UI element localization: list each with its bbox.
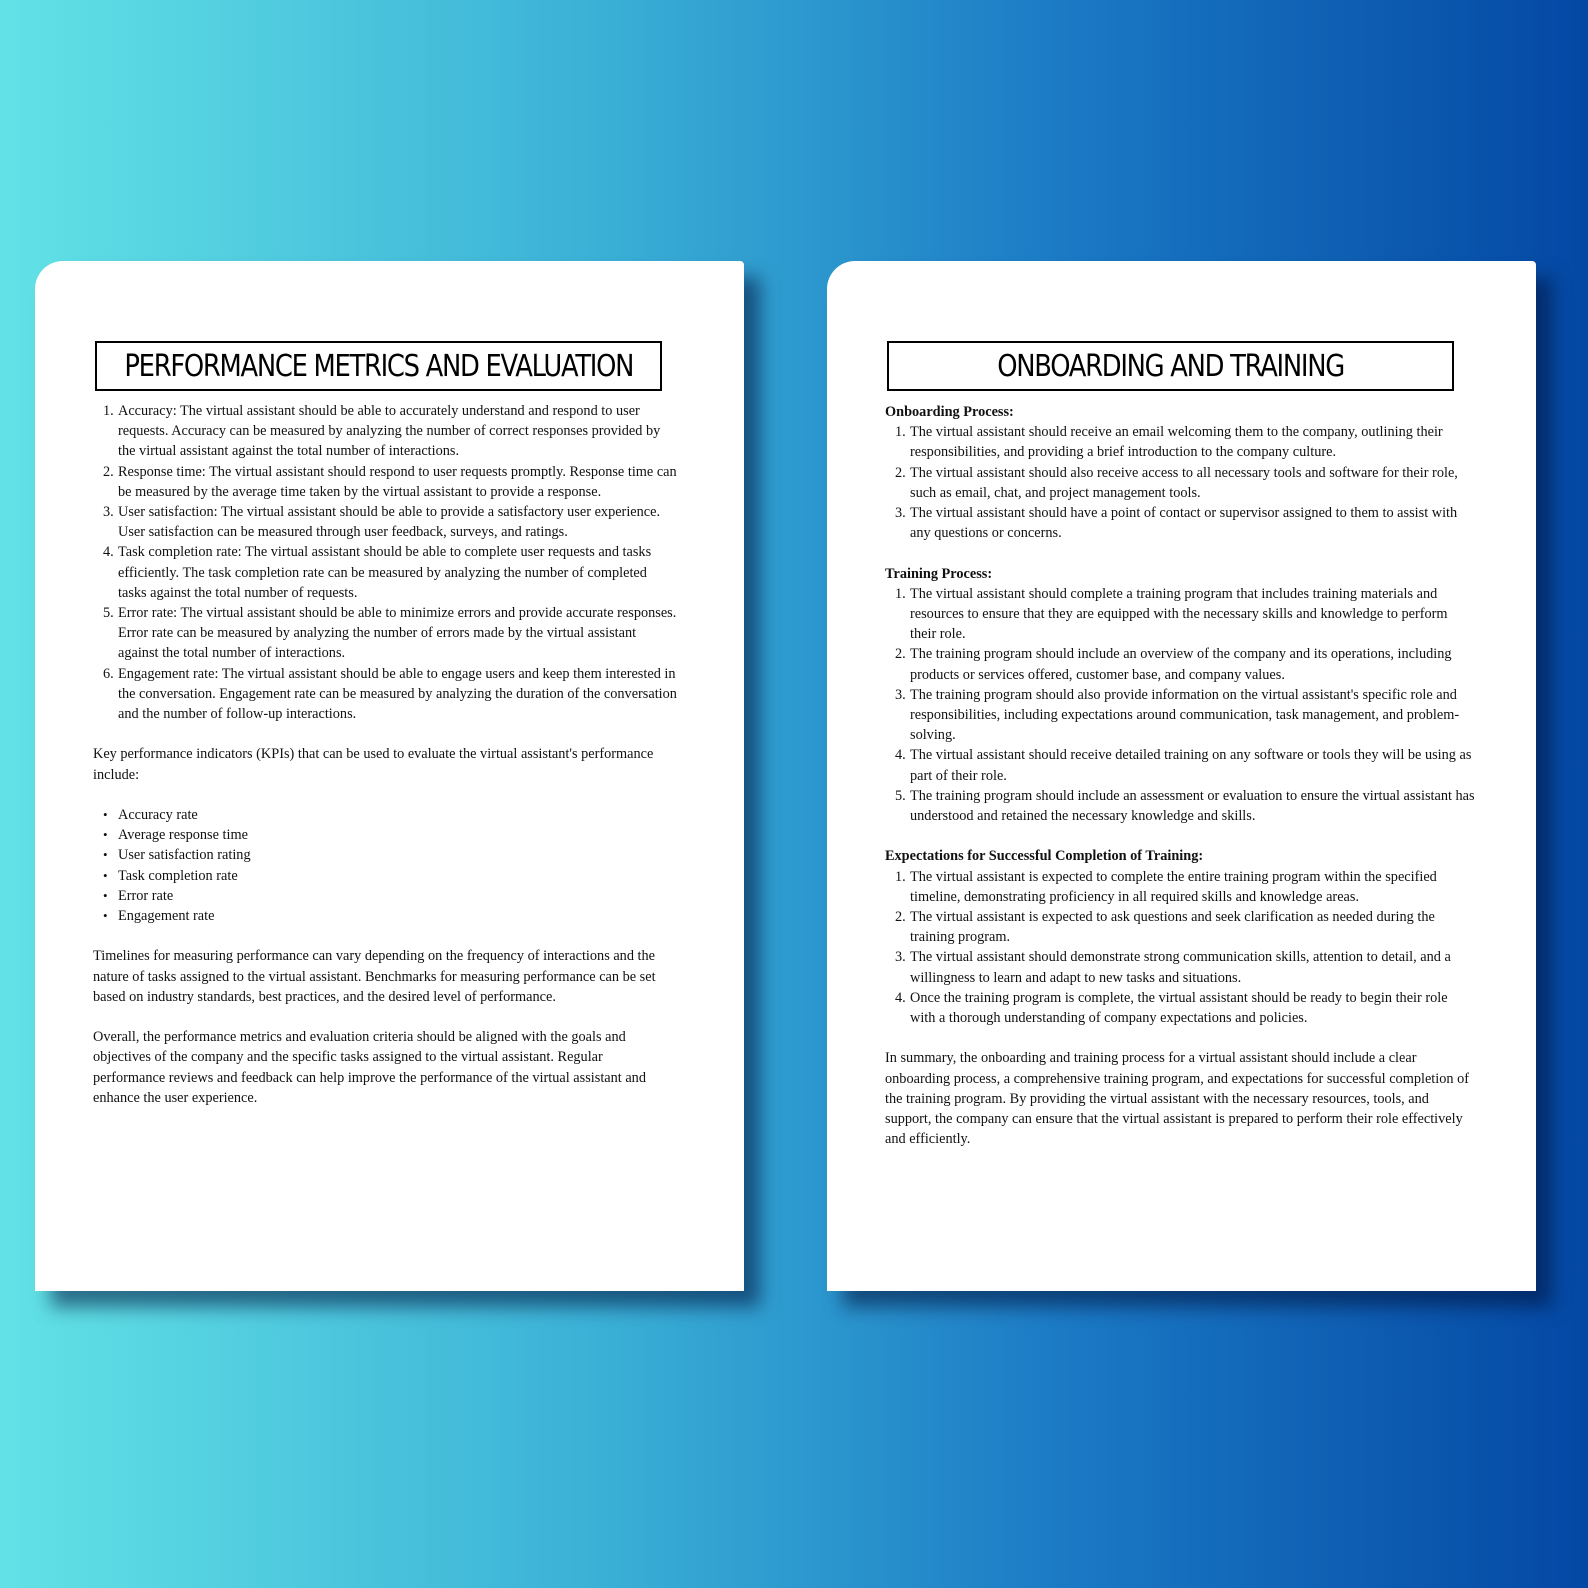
kpi-intro: Key performance indicators (KPIs) that can be used to evaluate the virtual assistant's performance include: [93, 746, 654, 783]
timelines-paragraph: Timelines for measuring performance can vary depending on the frequency of interactions and the nature of tasks assigned to the virtual assistant. Benchmarks for measuring performance can be set based on industry standards, best practices, and the desired level of performance. [93, 948, 656, 1005]
kpi-item: • Error rate [93, 886, 677, 906]
kpi-item: • Accuracy rate [93, 805, 677, 825]
expectation-item: 4. Once the training program is complete, the virtual assistant should be ready to begin their role with a thorough understanding of company expectations and policies. [895, 989, 1448, 1027]
onboarding-heading: Onboarding Process: [885, 404, 1014, 420]
expectation-item: 2. The virtual assistant is expected to ask questions and seek clarification as needed during the training program. [895, 909, 1435, 946]
kpi-list [93, 805, 677, 926]
kpi-item: • Average response time [93, 825, 677, 845]
metric-item: 2. Response time: The virtual assistant should respond to user requests promptly. Response time can be measured by the average time taken by the virtual assistant to provide a response. [103, 463, 677, 500]
expectation-item: 3. The virtual assistant should demonstrate strong communication skills, attention to detail, and a willingness to learn and adapt to new tasks and situations. [895, 949, 1451, 986]
kpi-item: • Task completion rate [93, 866, 677, 886]
metric-item: 1. Accuracy: The virtual assistant should be able to accurately understand and respond to user requests. Accuracy can be measured by analyzing the number of correct responses provided by the virtual assistant against the total number of interactions. [103, 403, 661, 460]
training-item: 5. The training program should include an assessment or evaluation to ensure the virtual assistant has understood and retained the necessary knowledge and skills. [895, 787, 1475, 825]
expectations-heading: Expectations for Successful Completion of Training: [885, 848, 1204, 865]
training-heading: Training Process: [885, 565, 993, 582]
page-title-box [887, 341, 1454, 391]
page-body [885, 402, 1475, 1149]
metric-item: 4. Task completion rate: The virtual assistant should be able to complete user requests and tasks efficiently. The task completion rate can be measured by analyzing the number of completed tasks against the total number of requests. [103, 544, 652, 601]
document-page-onboarding [827, 261, 1536, 1291]
document-page-performance [35, 261, 744, 1291]
training-item: 2. The training program should include an overview of the company and its operations, including products or services offered, customer base, and company values. [895, 646, 1452, 683]
training-list [885, 584, 1475, 826]
onboarding-list [885, 422, 1475, 543]
training-item: 1. The virtual assistant should complete a training program that includes training materials and resources to ensure that they are equipped with the necessary skills and knowledge to perform their role. [895, 585, 1448, 643]
metric-item: 5. Error rate: The virtual assistant should be able to minimize errors and provide accurate responses. Error rate can be measured by analyzing the number of errors made by the virtual assistant against the total number of interactions. [103, 605, 677, 662]
metrics-list [93, 401, 677, 724]
onboarding-item: 3. The virtual assistant should have a point of contact or supervisor assigned to them to assist with any questions or concerns. [895, 505, 1458, 542]
expectations-list [885, 867, 1475, 1029]
expectation-item: 1. The virtual assistant is expected to complete the entire training program within the specified timeline, demonstrating proficiency in all required skills and knowledge areas. [895, 868, 1437, 905]
overall-paragraph: Overall, the performance metrics and evaluation criteria should be aligned with the goals and objectives of the company and the specific tasks assigned to the virtual assistant. Regular performance reviews and feedback can help improve the performance of the virtual assistant and enhance the user experience. [93, 1029, 646, 1106]
kpi-item: • User satisfaction rating [93, 845, 677, 865]
page-title: PERFORMANCE METRICS AND EVALUATION [124, 348, 633, 384]
page-title-box [95, 341, 662, 391]
kpi-item: • Engagement rate [93, 906, 677, 926]
training-item: 4. The virtual assistant should receive detailed training on any software or tools they will be using as part of their role. [895, 747, 1472, 784]
page-title: ONBOARDING AND TRAINING [997, 348, 1344, 384]
onboarding-item: 2. The virtual assistant should also receive access to all necessary tools and software for their role, such as email, chat, and project management tools. [895, 464, 1458, 501]
training-item: 3. The training program should also provide information on the virtual assistant's specific role and responsibilities, including expectations around communication, task management, and problem-solving. [895, 686, 1460, 744]
metric-item: 6. Engagement rate: The virtual assistant should be able to engage users and keep them interested in the conversation. Engagement rate can be measured by analyzing the duration of the conversation and the number of follow-up interactions. [103, 665, 677, 723]
summary-paragraph: In summary, the onboarding and training process for a virtual assistant should include a clear onboarding process, a comprehensive training program, and expectations for successful completion of the training program. By providing the virtual assistant with the necessary resources, tools, and support, the company can ensure that the virtual assistant is prepared to perform their role effectively and efficiently. [885, 1050, 1470, 1148]
onboarding-item: 1. The virtual assistant should receive an email welcoming them to the company, outlining their responsibilities, and providing a brief introduction to the company culture. [895, 424, 1443, 461]
metric-item: 3. User satisfaction: The virtual assistant should be able to provide a satisfactory user experience. User satisfaction can be measured through user feedback, surveys, and ratings. [103, 504, 661, 541]
page-body [93, 401, 677, 1108]
